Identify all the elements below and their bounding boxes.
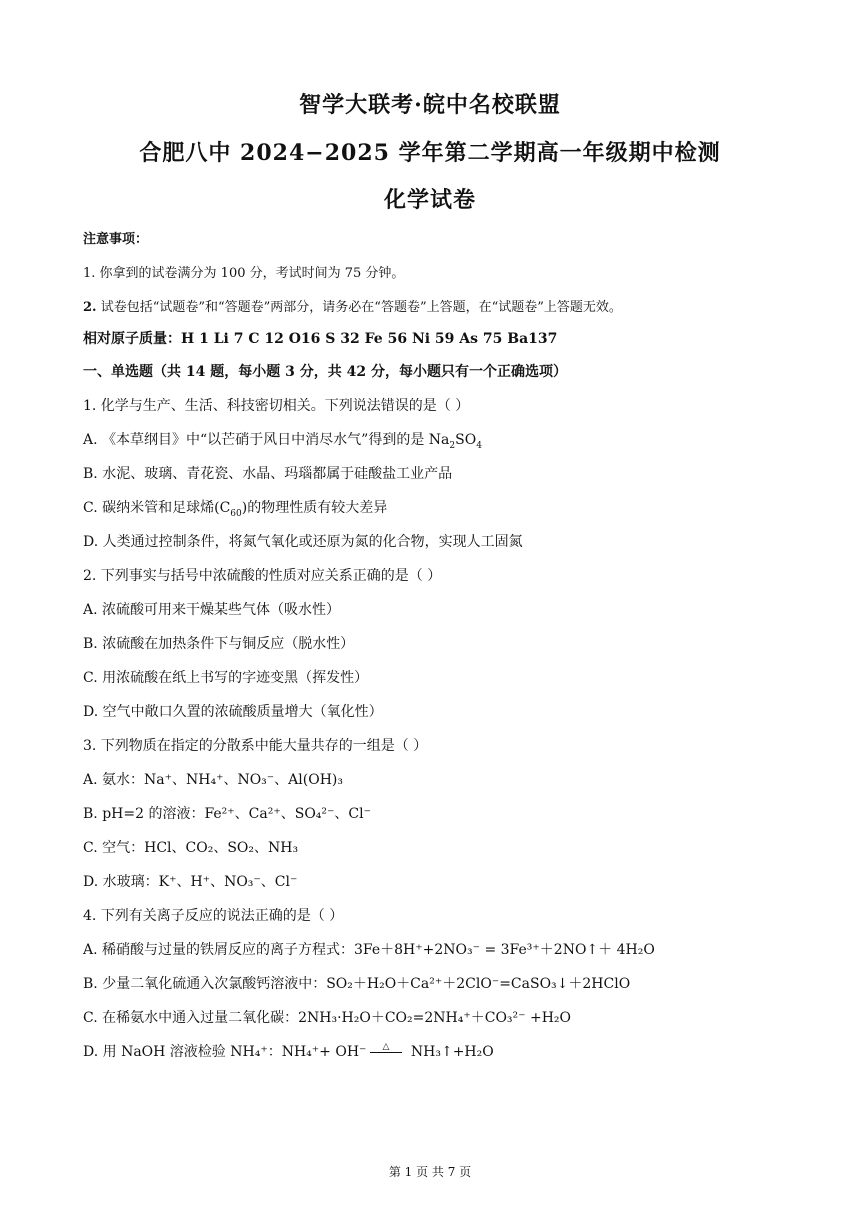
q3-option-c: C. 空气：HCl、CO₂、SO₂、NH₃ [83,840,299,856]
exam-header-school: 合肥八中 2024−2025 学年第二学期高一年级期中检测 [139,140,721,166]
q4-stem: 4. 下列有关离子反应的说法正确的是（ ） [83,908,344,924]
q1-option-c [83,497,387,517]
note-2-text: 试卷包括“试题卷”和“答题卷”两部分，请务必在“答题卷”上答题，在“试题卷”上答题无效。 [96,300,622,315]
q3-option-b: B. pH=2 的溶液：Fe²⁺、Ca²⁺、SO₄²⁻、Cl⁻ [83,806,372,822]
note-1: 1. 你拿到的试卷满分为 100 分，考试时间为 75 分钟。 [83,266,405,281]
q1-a-sub2: 4 [476,440,482,451]
q4-option-a: A. 稀硝酸与过量的铁屑反应的离子方程式：3Fe＋8H⁺+2NO₃⁻ = 3Fe³⁺＋2NO↑＋ 4H₂O [83,942,655,958]
q4-option-c: C. 在稀氨水中通入过量二氧化碳：2NH₃·H₂O＋CO₂=2NH₄⁺＋CO₃²⁻ +H₂O [83,1010,572,1026]
q2-option-b: B. 浓硫酸在加热条件下与铜反应（脱水性） [83,636,355,652]
exam-header-alliance: 智学大联考·皖中名校联盟 [299,92,561,118]
q4-d-products: NH₃↑+H₂O [406,1044,494,1060]
q4-option-b: B. 少量二氧化硫通入次氯酸钙溶液中：SO₂＋H₂O＋Ca²⁺＋2ClO⁻=CaSO₃↓＋2HClO [83,976,631,992]
reaction-line [370,1052,402,1053]
q1-a-text: A. 《本草纲目》中“以芒硝于风日中消尽水气”得到的是 Na [83,432,450,448]
q3-option-a: A. 氨水：Na⁺、NH₄⁺、NO₃⁻、Al(OH)₃ [83,772,343,788]
q2-option-c: C. 用浓硫酸在纸上书写的字迹变黑（挥发性） [83,670,369,686]
q4-d-text: D. 用 NaOH 溶液检验 NH₄⁺：NH₄⁺+ OH⁻ [83,1044,367,1060]
q3-stem: 3. 下列物质在指定的分散系中能大量共存的一组是（ ） [83,738,428,754]
q1-a-mid: SO [455,432,477,448]
q2-option-d: D. 空气中敞口久置的浓硫酸质量增大（氧化性） [83,704,383,720]
q1-option-d: D. 人类通过控制条件，将氮气氧化或还原为氮的化合物，实现人工固氮 [83,534,523,550]
q1-a-sub1: 2 [449,440,456,451]
atomic-mass-line: 相对原子质量：H 1 Li 7 C 12 O16 S 32 Fe 56 Ni 59 As 75 Ba137 [83,331,558,347]
notes-heading: 注意事项： [83,232,149,247]
q1-c-text: C. 碳纳米管和足球烯(C [83,500,231,516]
q4-option-d [83,1041,494,1061]
q3-option-d: D. 水玻璃：K⁺、H⁺、NO₃⁻、Cl⁻ [83,874,298,890]
q1-c-sub: 60 [230,508,242,519]
exam-title: 化学试卷 [383,187,476,213]
note-2 [83,296,622,315]
q1-option-b: B. 水泥、玻璃、青花瓷、水晶、玛瑙都属于硅酸盐工业产品 [83,466,453,482]
q1-stem: 1. 化学与生产、生活、科技密切相关。下列说法错误的是（ ） [83,398,470,414]
heating-arrow-icon [370,1042,402,1058]
q1-c-post: )的物理性质有较大差异 [241,500,388,516]
q2-option-a: A. 浓硫酸可用来干燥某些气体（吸水性） [83,602,341,618]
page-footer: 第 1 页 共 7 页 [388,1165,472,1179]
heat-symbol: △ [382,1042,390,1052]
section-1-heading: 一、单选题（共 14 题，每小题 3 分，共 42 分，每小题只有一个正确选项） [83,364,567,380]
note-2-number: 2. [83,300,97,315]
q2-stem: 2. 下列事实与括号中浓硫酸的性质对应关系正确的是（ ） [83,568,442,584]
q1-option-a [83,429,482,449]
